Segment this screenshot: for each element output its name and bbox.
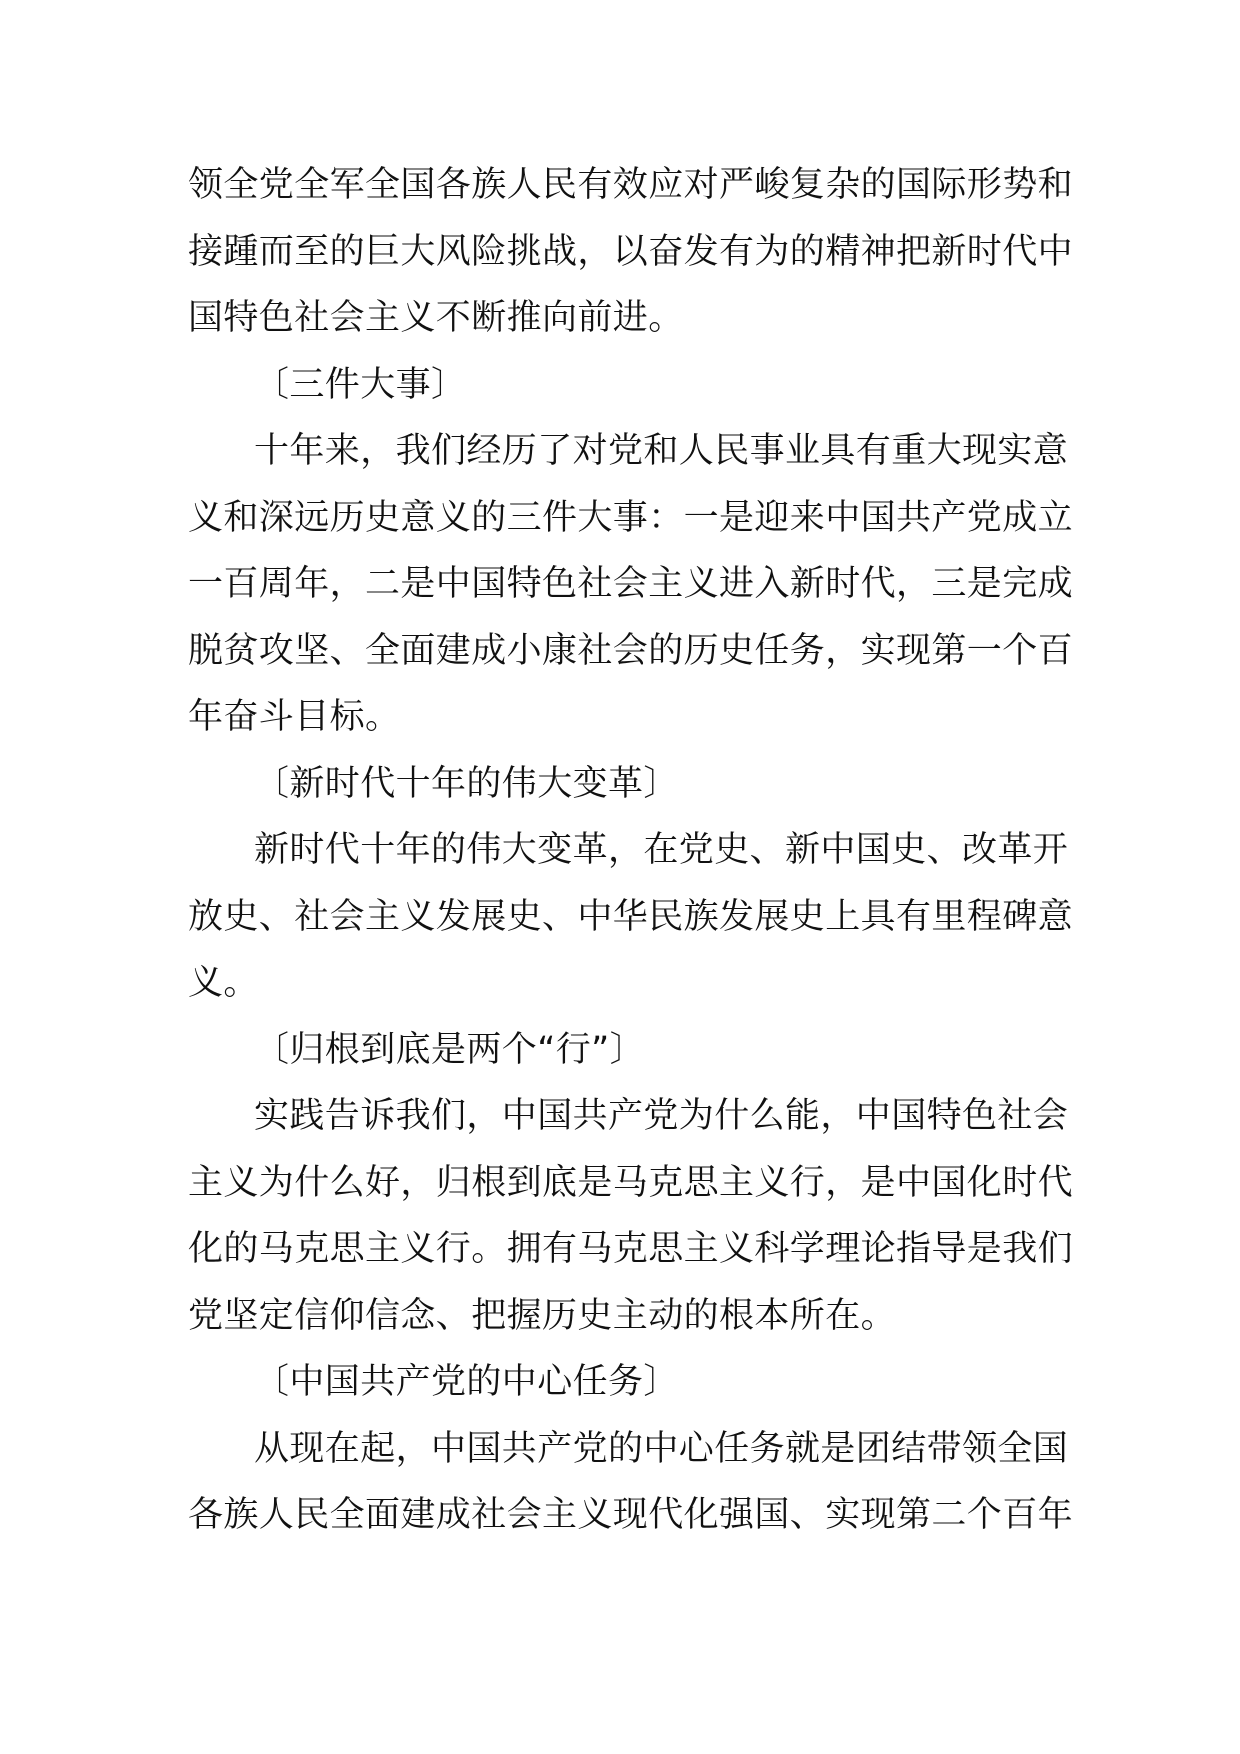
section-heading: 〔中国共产党的中心任务〕: [254, 1362, 679, 1402]
section-heading: 〔新时代十年的伟大变革〕: [254, 763, 679, 804]
text-line: 国特色社会主义不断推向前进。: [188, 298, 684, 338]
text-line: 义和深远历史意义的三件大事：一是迎来中国共产党成立: [188, 497, 1074, 538]
text-line: 义。: [188, 963, 259, 1003]
text-line: 接踵而至的巨大风险挑战，以奋发有为的精神把新时代中: [188, 231, 1074, 272]
paragraph-first-line: 实践告诉我们，中国共产党为什么能，中国特色社会: [254, 1096, 1069, 1136]
text-line: 化的马克思主义行。拥有马克思主义科学理论指导是我们: [188, 1229, 1074, 1269]
text-line: 放史、社会主义发展史、中华民族发展史上具有里程碑意: [188, 896, 1074, 937]
text-line: 领全党全军全国各族人民有效应对严峻复杂的国际形势和: [188, 165, 1074, 205]
text-line: 一百周年，二是中国特色社会主义进入新时代，三是完成: [188, 564, 1074, 604]
paragraph-first-line: 从现在起，中国共产党的中心任务就是团结带领全国: [254, 1428, 1069, 1469]
text-line: 党坚定信仰信念、把握历史主动的根本所在。: [188, 1295, 897, 1336]
section-heading: 〔三件大事〕: [254, 364, 467, 405]
paragraph-first-line: 十年来，我们经历了对党和人民事业具有重大现实意: [254, 431, 1069, 471]
text-line: 主义为什么好，归根到底是马克思主义行，是中国化时代: [188, 1162, 1074, 1203]
text-line: 年奋斗目标。: [188, 697, 401, 737]
document-body: [188, 152, 1074, 1549]
paragraph-first-line: 新时代十年的伟大变革，在党史、新中国史、改革开: [254, 830, 1069, 870]
text-line: 各族人民全面建成社会主义现代化强国、实现第二个百年: [188, 1495, 1074, 1535]
section-heading: 〔归根到底是两个“行”〕: [254, 1029, 646, 1070]
text-line: 脱贫攻坚、全面建成小康社会的历史任务，实现第一个百: [188, 630, 1074, 671]
